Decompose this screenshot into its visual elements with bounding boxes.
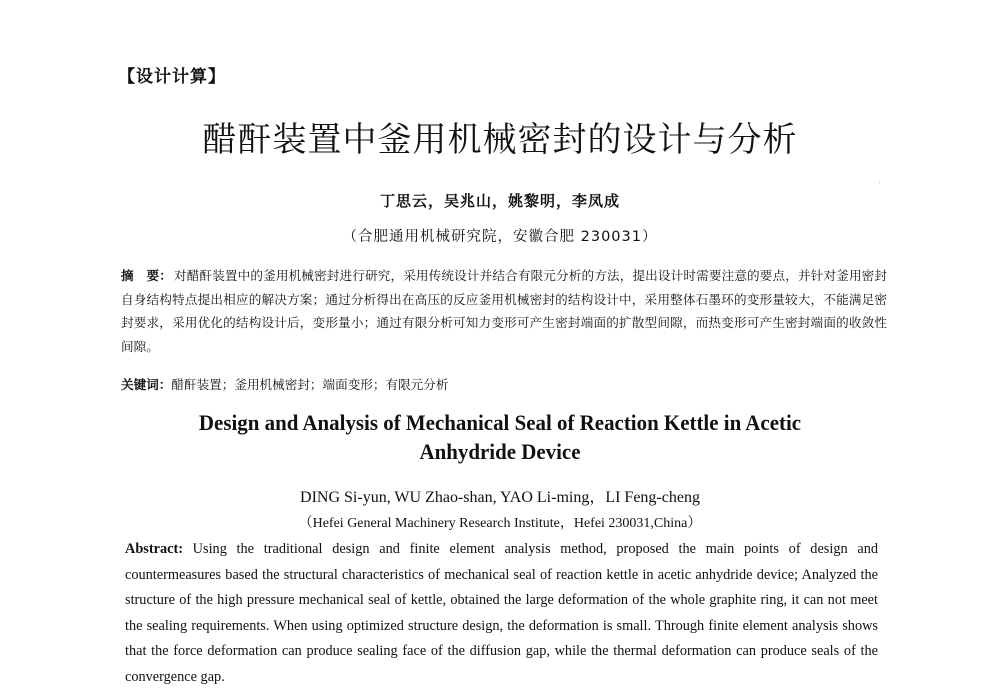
section-tag: 【设计计算】 xyxy=(118,67,226,87)
chinese-keywords-text: 醋酐装置；釜用机械密封；端面变形；有限元分析 xyxy=(171,377,449,392)
chinese-title: 醋酐装置中釜用机械密封的设计与分析 xyxy=(202,120,798,160)
chinese-keywords-label: 关键词： xyxy=(121,377,172,392)
chinese-affiliation: （合肥通用机械研究院，安徽合肥 230031） xyxy=(342,229,658,245)
chinese-abstract-text: 对醋酐装置中的釜用机械密封进行研究，采用传统设计并结合有限元分析的方法，提出设计时需要注意的要点，并针对釜用密封自身结构特点提出相应的解决方案；通过分析得出在高压的反应釜用机械密封的结构设计中，采用整体石墨环的变形量较大，不能满足密封要求，采用优化的结构设计后，变形量小；通过有限分析可知力变形可产生密封端面的扩散型间隙，而热变形可产生密封端面的收敛性间隙。 xyxy=(121,268,888,354)
english-affiliation: （Hefei General Machinery Research Institute，Hefei 230031,China） xyxy=(298,516,702,531)
english-abstract-text: Using the traditional design and finite element analysis method, proposed the main points of design and countermeasures based the structural characteristics of mechanical seal of reaction kettle in acetic anhydride device; Analyzed the structure of the high pressure mechanical seal of kettle, obtained the large deformation of the whole graphite ring, it can not meet the sealing requirements. When using optimized structure design, the deformation is small. Through finite element analysis shows that the force deformation can produce sealing face of the diffusion gap, while the thermal deformation can produce seals of the convergence gap. xyxy=(125,541,878,685)
chinese-abstract-label: 摘 要： xyxy=(121,268,172,283)
scan-speck xyxy=(879,182,880,183)
english-abstract-label: Abstract: xyxy=(125,541,183,557)
english-title: Design and Analysis of Mechanical Seal of Reaction Kettle in Acetic Anhydride Device xyxy=(198,410,802,464)
chinese-abstract xyxy=(121,264,887,358)
chinese-authors: 丁思云，吴兆山，姚黎明，李凤成 xyxy=(379,192,620,210)
english-authors: DING Si-yun, WU Zhao-shan, YAO Li-ming，LI Feng-cheng xyxy=(300,489,700,506)
english-abstract xyxy=(125,537,878,691)
chinese-keywords xyxy=(121,374,887,396)
